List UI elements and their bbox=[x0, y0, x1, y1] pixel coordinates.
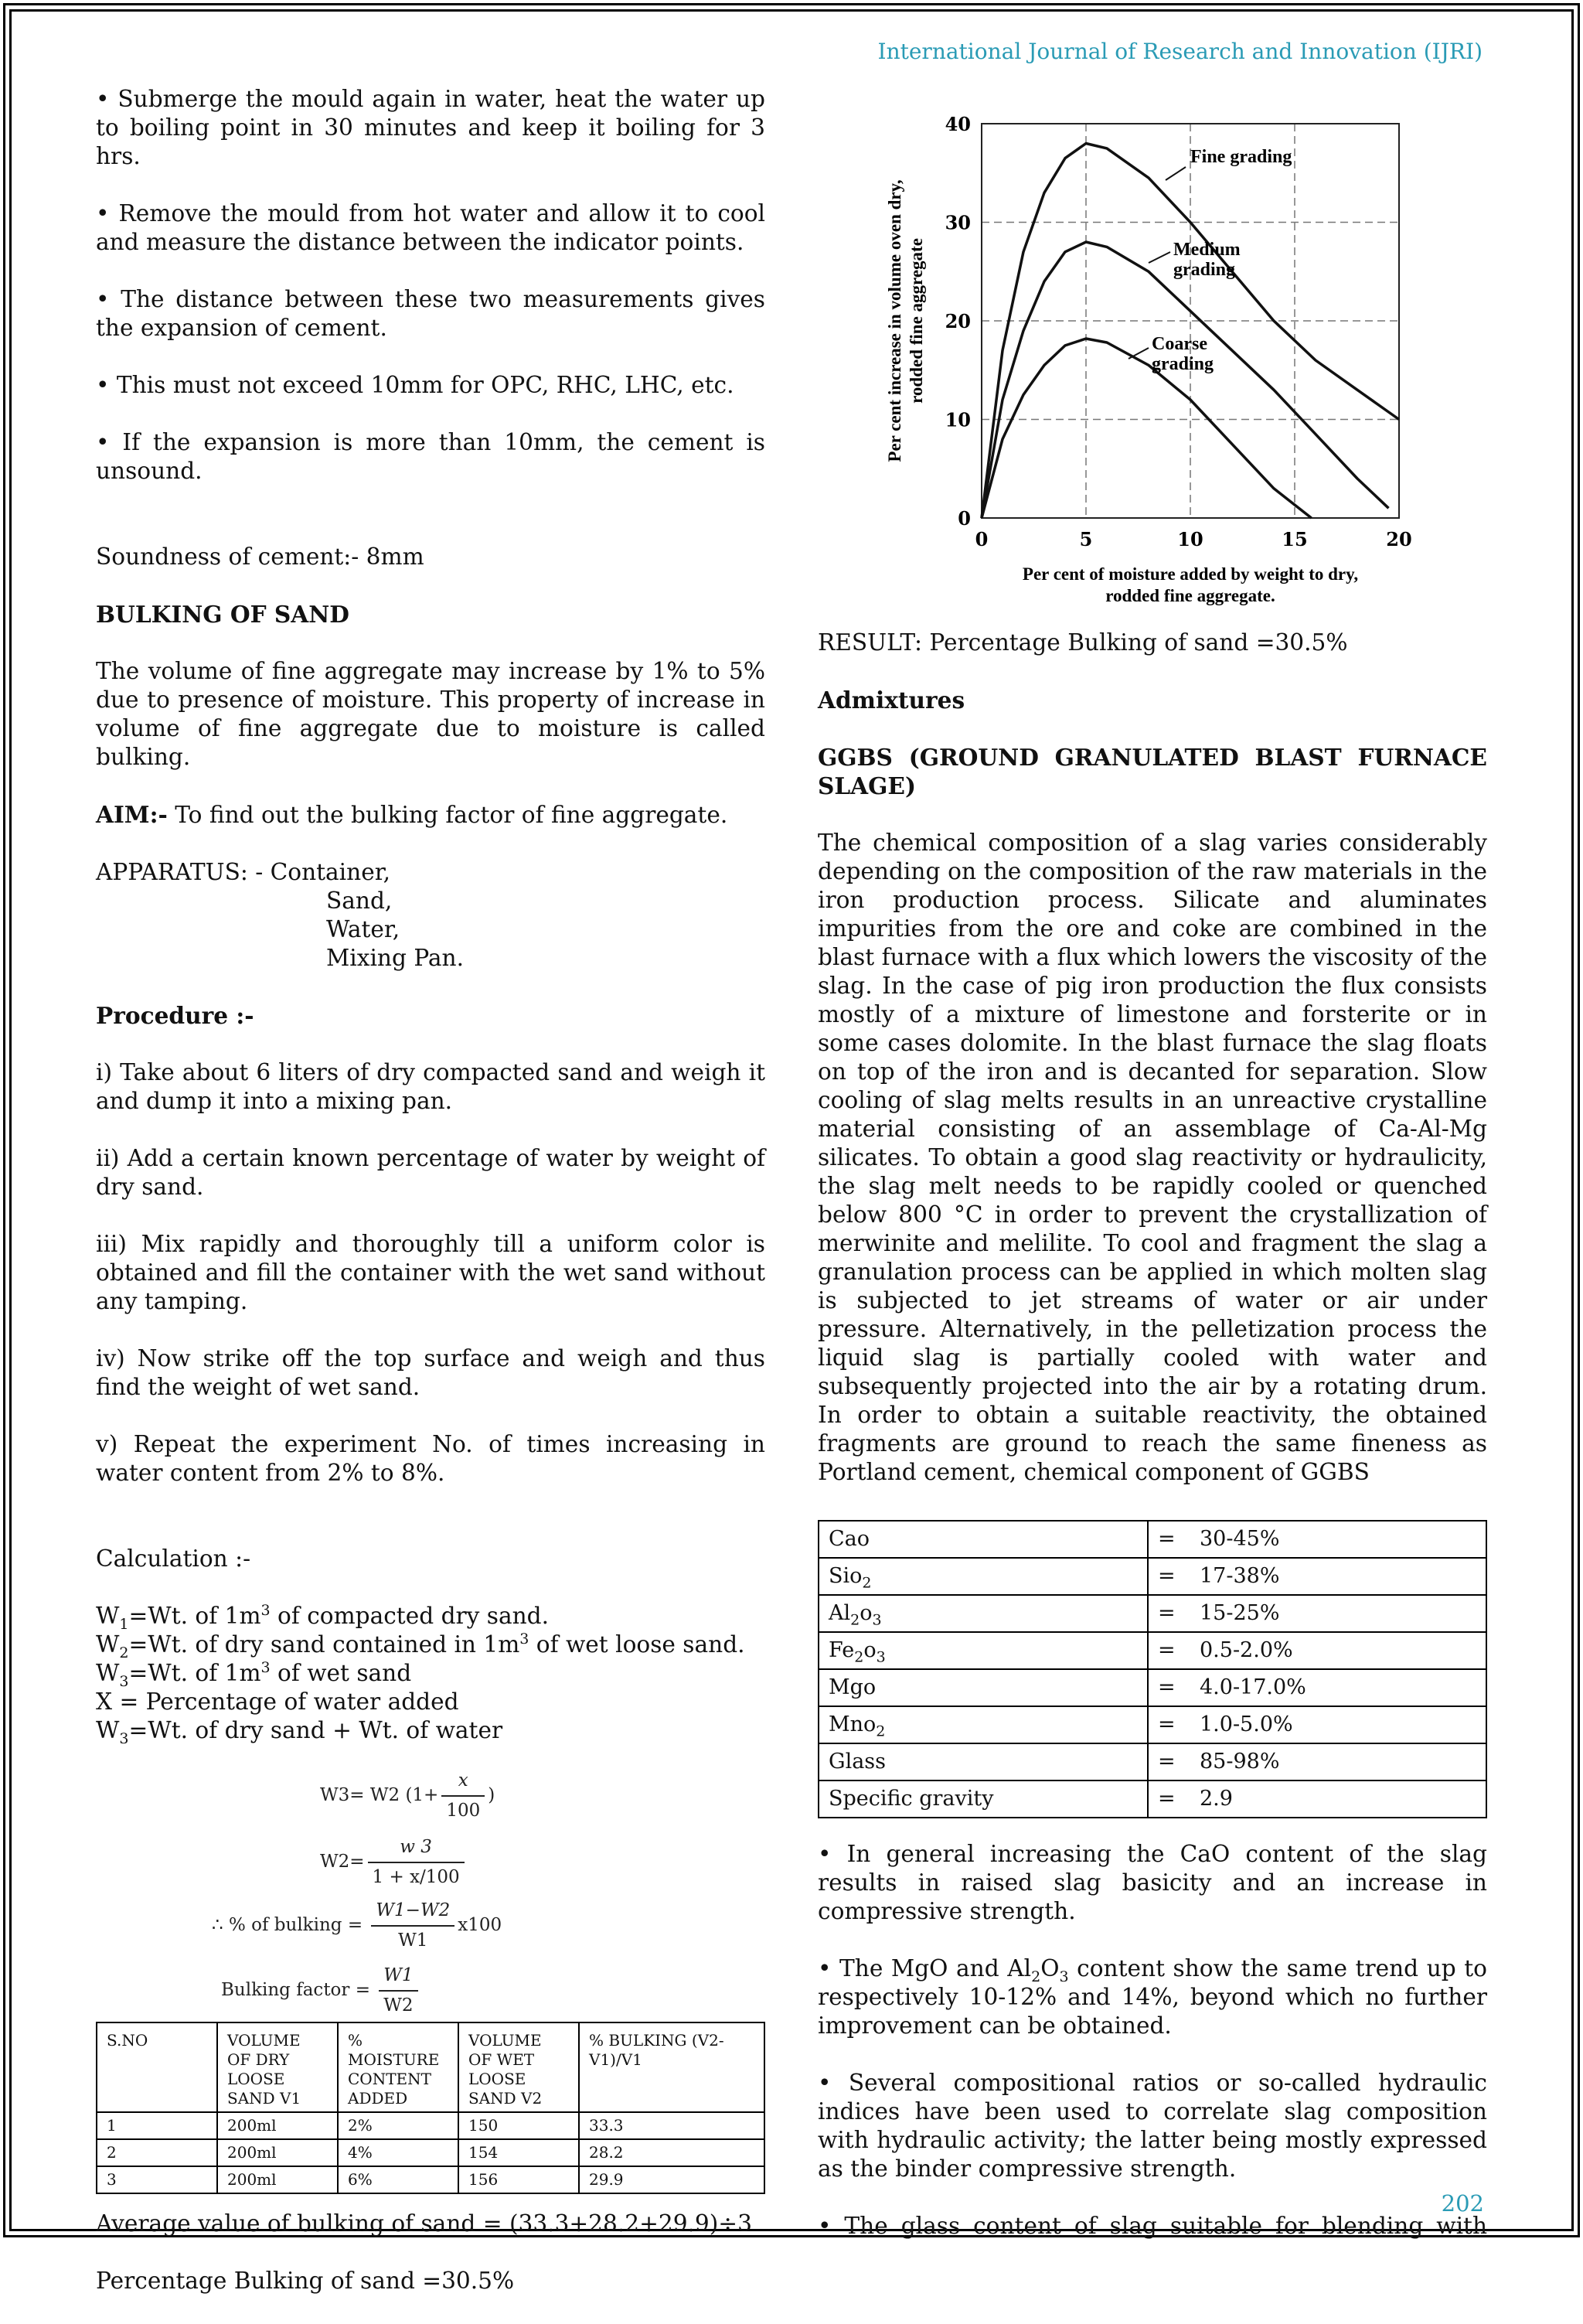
table-row bbox=[819, 1632, 1486, 1669]
bulking-paragraph: The volume of fine aggregate may increase by 1% to 5% due to presence of moisture. This property of increase in volume of fine aggregate due to moisture is called bulking. bbox=[96, 658, 765, 770]
formula-bulking-percent: ∴ % of bulking = $\frac{W1-W2}{W1}$ x100 bbox=[212, 1896, 502, 1955]
def-w3: $W_3=Wt$. of $1m^3$ of wet sand bbox=[96, 1659, 412, 1690]
section-heading-bulking: BULKING OF SAND bbox=[96, 601, 349, 628]
table-cell: 29.9 bbox=[579, 2166, 764, 2193]
series-label: Coarse bbox=[1152, 334, 1207, 354]
compound-value: 0.5-2.0% bbox=[1190, 1632, 1486, 1669]
apparatus-item: Water, bbox=[326, 916, 400, 942]
equals-sign: = bbox=[1148, 1706, 1190, 1743]
aim-text: To find out the bulking factor of fine aggregate. bbox=[167, 802, 728, 828]
bullet-item: • In general increasing the CaO content of the slag results in raised slag basicity and an increase in compressive strength. bbox=[818, 1841, 1487, 1924]
formula-bulking-factor: Bulking factor = $\frac{W1}{W2}$ bbox=[221, 1961, 421, 2020]
compound-value: 1.0-5.0% bbox=[1190, 1706, 1486, 1743]
apparatus-item: Sand, bbox=[326, 888, 393, 914]
table-cell: 4% bbox=[338, 2139, 458, 2166]
table-row bbox=[819, 1780, 1486, 1818]
formula-w2: W2= $\frac{w 3}{1 + x/100}$ bbox=[320, 1833, 468, 1892]
equals-sign: = bbox=[1148, 1558, 1190, 1595]
bullet-item: • The glass content of slag suitable for blending with bbox=[818, 2213, 1487, 2239]
procedure-step: i) Take about 6 liters of dry compacted sand and weigh it and dump it into a mixing pan. bbox=[96, 1059, 765, 1114]
apparatus-item: Container, bbox=[270, 859, 391, 885]
y-tick-label: 30 bbox=[945, 211, 971, 234]
bullet-item: • Submerge the mould again in water, heat the water up to boiling point in 30 minutes and keep it boiling for 3 hrs. bbox=[96, 86, 765, 169]
table-row bbox=[819, 1669, 1486, 1706]
series-line bbox=[982, 242, 1389, 518]
table-cell: 6% bbox=[338, 2166, 458, 2193]
left-column bbox=[96, 85, 765, 2324]
table-header: % BULKING (V2-V1)/V1 bbox=[579, 2022, 764, 2112]
bullet-item: • This must not exceed 10mm for OPC, RHC, LHC, etc. bbox=[96, 372, 734, 398]
bullet-item: • If the expansion is more than 10mm, the cement is unsound. bbox=[96, 429, 765, 484]
bulking-table bbox=[96, 2022, 765, 2194]
y-tick-label: 0 bbox=[958, 507, 971, 530]
label-pointer bbox=[1129, 348, 1149, 359]
x-axis-label: Per cent of moisture added by weight to dry, rodded fine aggregate. bbox=[1022, 564, 1359, 605]
table-header: % MOISTURE CONTENT ADDED bbox=[338, 2022, 458, 2112]
aim-line bbox=[96, 800, 765, 830]
page-number: 202 bbox=[1441, 2190, 1484, 2217]
average-line: Average value of bulking of sand = (33.3+28.2+29.9)÷3 bbox=[96, 2210, 752, 2237]
compound-name: Specific gravity bbox=[819, 1780, 1148, 1818]
def-w1: $W_1=Wt$. of $1m^3$ of compacted dry sand. bbox=[96, 1602, 550, 1633]
x-tick-label: 5 bbox=[1079, 528, 1093, 550]
table-row bbox=[819, 1521, 1486, 1558]
y-axis-label: Per cent increase in volume oven dry, rodded fine aggregate bbox=[885, 179, 926, 462]
journal-title: International Journal of Research and Innovation (IJRI) bbox=[877, 39, 1483, 64]
table-row bbox=[819, 1558, 1486, 1595]
compound-value: 85-98% bbox=[1190, 1743, 1486, 1780]
ggbs-heading: GGBS (GROUND GRANULATED BLAST FURNACE SLAGE) bbox=[818, 744, 1487, 799]
table-header: VOLUME OF DRY LOOSE SAND V1 bbox=[217, 2022, 338, 2112]
procedure-step: iv) Now strike off the top surface and weigh and thus find the weight of wet sand. bbox=[96, 1345, 765, 1400]
bullet-item: • The distance between these two measurements gives the expansion of cement. bbox=[96, 286, 765, 341]
formula-w3: W3= W2 (1+ $\frac{x}{100}$ ) bbox=[320, 1767, 495, 1825]
table-cell: 150 bbox=[458, 2112, 579, 2139]
series-label: grading bbox=[1152, 354, 1214, 374]
table-row bbox=[819, 1595, 1486, 1632]
equals-sign: = bbox=[1148, 1595, 1190, 1632]
equals-sign: = bbox=[1148, 1521, 1190, 1558]
bulking-chart bbox=[866, 101, 1453, 618]
table-header: VOLUME OF WET LOOSE SAND V2 bbox=[458, 2022, 579, 2112]
compound-name: Mno$_2$ bbox=[819, 1706, 1148, 1743]
table-cell: 33.3 bbox=[579, 2112, 764, 2139]
procedure-step: ii) Add a certain known percentage of water by weight of dry sand. bbox=[96, 1145, 765, 1200]
bullet-item: • The MgO and $Al_2O_3$ content show the same trend up to respectively 10-12% and 14%, beyond which no further improvement can be obtained. bbox=[818, 1955, 1487, 2039]
admixtures-heading: Admixtures bbox=[818, 687, 965, 714]
x-tick-label: 0 bbox=[975, 528, 989, 550]
compound-name: $Fe_2o_3$ bbox=[819, 1632, 1148, 1669]
compound-name: Sio$_2$ bbox=[819, 1558, 1148, 1595]
table-header-row bbox=[97, 2022, 764, 2112]
compound-value: 30-45% bbox=[1190, 1521, 1486, 1558]
series-line bbox=[982, 339, 1312, 518]
table-cell: 200ml bbox=[217, 2112, 338, 2139]
def-x: X = Percentage of water added bbox=[96, 1688, 459, 1715]
x-tick-label: 20 bbox=[1386, 528, 1412, 550]
def-w2: $W_2=Wt$. of dry sand contained in $1m^3$ of wet loose sand. bbox=[96, 1631, 745, 1661]
table-row bbox=[97, 2166, 764, 2193]
y-tick-label: 10 bbox=[945, 408, 971, 431]
table-cell: 1 bbox=[97, 2112, 217, 2139]
equals-sign: = bbox=[1148, 1632, 1190, 1669]
def-w3b: $W_3=Wt$. of dry sand + Wt. of water bbox=[96, 1717, 503, 1747]
compound-name: Glass bbox=[819, 1743, 1148, 1780]
bullet-item: • Several compositional ratios or so-called hydraulic indices have been used to correlate slag composition with hydraulic activity; the latter being mostly expressed as the binder compressive strength. bbox=[818, 2070, 1487, 2182]
compound-name: Cao bbox=[819, 1521, 1148, 1558]
compound-name: $Al_2o_3$ bbox=[819, 1595, 1148, 1632]
equals-sign: = bbox=[1148, 1669, 1190, 1706]
x-tick-label: 10 bbox=[1177, 528, 1203, 550]
series-label: Fine grading bbox=[1190, 147, 1292, 167]
procedure-step: iii) Mix rapidly and thoroughly till a uniform color is obtained and fill the container with the wet sand without any tamping. bbox=[96, 1231, 765, 1314]
table-row bbox=[97, 2112, 764, 2139]
bullet-item: • Remove the mould from hot water and allow it to cool and measure the distance between the indicator points. bbox=[96, 200, 765, 255]
apparatus-label: APPARATUS: - bbox=[96, 859, 271, 885]
equals-sign: = bbox=[1148, 1743, 1190, 1780]
ggbs-paragraph: The chemical composition of a slag varies considerably depending on the composition of the raw materials in the iron production process. Silicate and aluminates impurities from the ore and coke are combined in the blast furnace with a flux which lowers the viscosity of the slag. In the case of pig iron production the flux consists mostly of a mixture of limestone and forsterite or in some cases dolomite. In the blast furnace the slag floats on top of the iron and is decanted for separation. Slow cooling of slag melts results in an unreactive crystalline material consisting of an assemblage of Ca-Al-Mg silicates. To obtain a good slag reactivity or hydraulicity, the slag melt needs to be rapidly cooled or quenched below 800 °C in order to prevent the crystallization of merwinite and melilite. To cool and fragment the slag a granulation process can be applied in which molten slag is subjected to jet streams of water or air under pressure. Alternatively, in the pelletization process the liquid slag is partially cooled with water and subsequently projected into the air by a rotating drum. In order to obtain a suitable reactivity, the obtained fragments are ground to reach the same fineness as Portland cement, chemical component of GGBS bbox=[818, 830, 1487, 1485]
table-row bbox=[819, 1706, 1486, 1743]
table-cell: 154 bbox=[458, 2139, 579, 2166]
result-line: RESULT: Percentage Bulking of sand =30.5% bbox=[818, 629, 1348, 656]
y-tick-label: 40 bbox=[945, 113, 971, 135]
equals-sign: = bbox=[1148, 1780, 1190, 1818]
table-row bbox=[819, 1743, 1486, 1780]
table-cell: 3 bbox=[97, 2166, 217, 2193]
compound-value: 4.0-17.0% bbox=[1190, 1669, 1486, 1706]
compound-value: 2.9 bbox=[1190, 1780, 1486, 1818]
table-cell: 2 bbox=[97, 2139, 217, 2166]
formula-block bbox=[96, 1759, 765, 2022]
table-header: S.NO bbox=[97, 2022, 217, 2112]
compound-value: 17-38% bbox=[1190, 1558, 1486, 1595]
series-label: Medium bbox=[1173, 240, 1241, 260]
compound-name: Mgo bbox=[819, 1669, 1148, 1706]
table-cell: 2% bbox=[338, 2112, 458, 2139]
definitions bbox=[96, 1602, 765, 1745]
ggbs-composition-table bbox=[818, 1520, 1487, 1818]
soundness-result: Soundness of cement:- 8mm bbox=[96, 544, 424, 570]
apparatus-item: Mixing Pan. bbox=[326, 945, 465, 971]
right-column bbox=[818, 629, 1487, 2269]
series-label: grading bbox=[1173, 260, 1236, 280]
procedure-step: v) Repeat the experiment No. of times increasing in water content from 2% to 8%. bbox=[96, 1431, 765, 1486]
aim-label: AIM:- bbox=[96, 801, 168, 828]
apparatus-block bbox=[96, 858, 765, 973]
label-pointer bbox=[1166, 167, 1186, 180]
y-tick-label: 20 bbox=[945, 310, 971, 332]
procedure-heading: Procedure :- bbox=[96, 1002, 254, 1029]
x-tick-label: 15 bbox=[1282, 528, 1308, 550]
table-cell: 28.2 bbox=[579, 2139, 764, 2166]
table-cell: 200ml bbox=[217, 2166, 338, 2193]
table-cell: 156 bbox=[458, 2166, 579, 2193]
percentage-line: Percentage Bulking of sand =30.5% bbox=[96, 2268, 515, 2294]
table-cell: 200ml bbox=[217, 2139, 338, 2166]
label-pointer bbox=[1149, 252, 1170, 263]
table-row bbox=[97, 2139, 764, 2166]
compound-value: 15-25% bbox=[1190, 1595, 1486, 1632]
calculation-heading: Calculation :- bbox=[96, 1545, 251, 1572]
